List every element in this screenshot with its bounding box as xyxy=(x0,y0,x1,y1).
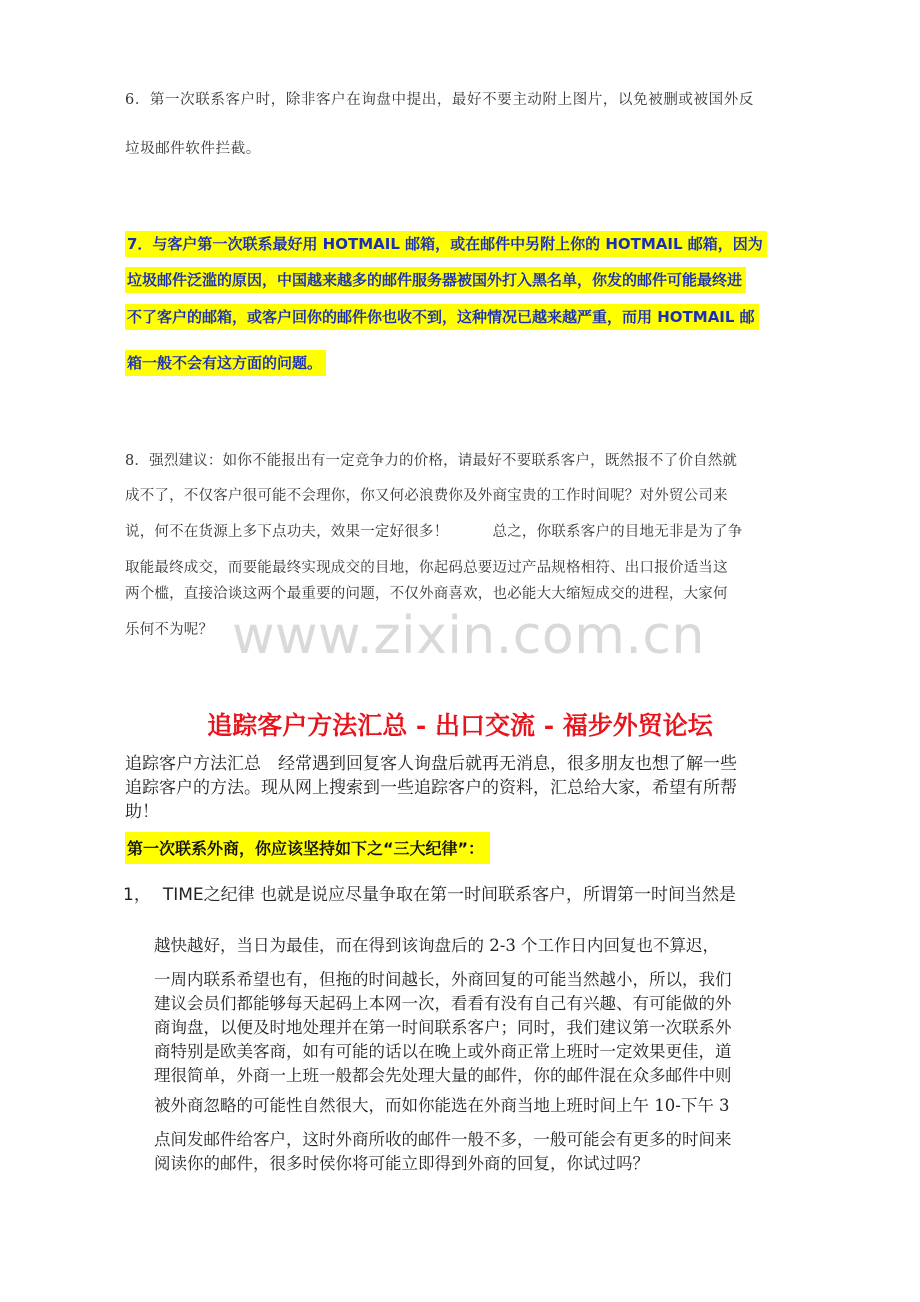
paragraph-8-line-6: 乐何不为呢？ xyxy=(125,622,214,638)
body-line-5: 商特别是欧美客商，如有可能的话以在晚上或外商正常上班时一定效果更佳，道 xyxy=(154,1042,732,1061)
paragraph-6-line-2: 垃圾邮件软件拦截。 xyxy=(125,141,261,157)
intro-line-1: 追踪客户方法汇总 经常遇到回复客人询盘后就再无消息，很多朋友也想了解一些 xyxy=(125,754,737,774)
watermark: www.zixin.com.cn xyxy=(232,606,705,666)
body-line-3: 建议会员们都能够每天起码上本网一次，看看有没有自己有兴趣、有可能做的外 xyxy=(154,994,732,1013)
paragraph-7-line-4: 箱一般不会有这方面的问题。 xyxy=(125,352,326,373)
paragraph-7-line-3: 不了客户的邮箱，或客户回你的邮件你也收不到，这种情况已越来越严重，而用 HOTMAIL 邮 xyxy=(125,306,759,327)
list-item-number: 1， xyxy=(123,885,151,905)
body-line-2: 一周内联系希望也有，但拖的时间越长，外商回复的可能当然越小，所以，我们 xyxy=(154,970,732,989)
body-line-4: 商询盘，以便及时地处理并在第一时间联系客户；同时，我们建议第一次联系外 xyxy=(154,1018,732,1037)
article-title: 追踪客户方法汇总 - 出口交流 - 福步外贸论坛 xyxy=(207,711,713,740)
body-line-9: 阅读你的邮件，很多时侯你将可能立即得到外商的回复，你试过吗？ xyxy=(154,1154,649,1173)
rules-heading: 第一次联系外商，你应该坚持如下之“三大纪律”： xyxy=(125,832,490,864)
paragraph-8-line-5: 两个槛，直接洽谈这两个最重要的问题，不仅外商喜欢，也必能大大缩短成交的进程，大家何 xyxy=(125,586,728,602)
body-line-7: 被外商忽略的可能性自然很大，而如你能选在外商当地上班时间上午 10-下午 3 xyxy=(154,1096,730,1115)
body-line-6: 理很简单，外商一上班一般都会先处理大量的邮件，你的邮件混在众多邮件中则 xyxy=(154,1066,732,1085)
paragraph-7-line-1: 7．与客户第一次联系最好用 HOTMAIL 邮箱，或在邮件中另附上你的 HOTMAIL 邮箱，因为 xyxy=(125,233,767,254)
paragraph-8-line-2: 成不了，不仅客户很可能不会理你，你又何必浪费你及外商宝贵的工作时间呢？对外贸公司来 xyxy=(125,488,728,504)
intro-line-2: 追踪客户的方法。现从网上搜索到一些追踪客户的资料，汇总给大家，希望有所帮 xyxy=(125,778,737,798)
paragraph-8-line-3: 说，何不在货源上多下点功夫，效果一定好很多！ 总之，你联系客户的目地无非是为了争 xyxy=(125,524,743,540)
paragraph-7-line-2: 垃圾邮件泛滥的原因，中国越来越多的邮件服务器被国外打入黑名单，你发的邮件可能最终进 xyxy=(125,269,746,290)
list-item-keyword: TIME xyxy=(162,885,204,905)
paragraph-8-line-1: 8．强烈建议：如你不能报出有一定竞争力的价格，请最好不要联系客户，既然报不了价自然就 xyxy=(125,453,738,469)
list-item-1 xyxy=(123,880,736,905)
list-item-text: 之纪律 也就是说应尽量争取在第一时间联系客户，所谓第一时间当然是 xyxy=(203,885,737,905)
body-line-8: 点间发邮件给客户，这时外商所收的邮件一般不多，一般可能会有更多的时间来 xyxy=(154,1130,732,1149)
paragraph-8-line-4: 取能最终成交，而要能最终实现成交的目地，你起码总要迈过产品规格相符、出口报价适当这 xyxy=(125,560,728,576)
intro-line-3: 助！ xyxy=(125,802,159,822)
body-line-1: 越快越好，当日为最佳，而在得到该询盘后的 2-3 个工作日内回复也不算迟， xyxy=(154,936,720,955)
paragraph-6-line-1: 6．第一次联系客户时，除非客户在询盘中提出，最好不要主动附上图片，以免被删或被国外反 xyxy=(125,92,754,108)
